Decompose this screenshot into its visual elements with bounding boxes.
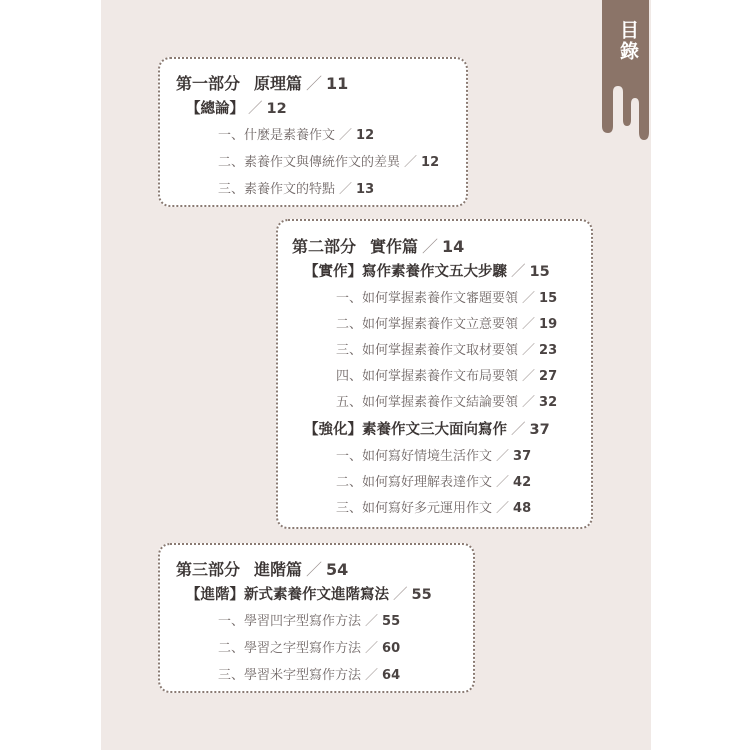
- item-page: 19: [539, 317, 558, 332]
- item-text: 五、如何掌握素養作文結論要領: [336, 395, 519, 410]
- section-title: 新式素養作文進階寫法: [244, 587, 389, 603]
- section-title: 寫作素養作文五大步驟: [362, 264, 507, 280]
- item-page: 55: [382, 614, 401, 629]
- item-text: 三、如何寫好多元運用作文: [336, 501, 493, 516]
- list-item: 四、如何掌握素養作文布局要領 ／ 27: [336, 369, 558, 384]
- section-summary: 【總論】 ／ 12: [186, 101, 287, 117]
- part-1-heading: 第一部分 原理篇 ／ 11: [176, 74, 349, 93]
- item-page: 64: [382, 668, 401, 683]
- item-page: 32: [539, 395, 558, 410]
- part-1-name: 原理篇: [254, 74, 303, 93]
- item-page: 15: [539, 291, 558, 306]
- item-page: 13: [356, 182, 375, 197]
- list-item: 二、如何掌握素養作文立意要領 ／ 19: [336, 317, 558, 332]
- part-2-heading: 第二部分 實作篇 ／ 14: [292, 237, 465, 256]
- item-text: 三、如何掌握素養作文取材要領: [336, 343, 519, 358]
- list-item: 一、什麼是素養作文 ／ 12: [218, 128, 375, 143]
- item-text: 二、素養作文與傳統作文的差異: [218, 155, 401, 170]
- section-practice: 【實作】寫作素養作文五大步驟 ／ 15: [304, 264, 550, 280]
- item-page: 37: [513, 449, 532, 464]
- item-page: 48: [513, 501, 532, 516]
- section-advanced: 【進階】新式素養作文進階寫法 ／ 55: [186, 587, 432, 603]
- item-text: 一、學習凹字型寫作方法: [218, 614, 362, 629]
- list-item: 三、素養作文的特點 ／ 13: [218, 182, 375, 197]
- item-text: 二、學習之字型寫作方法: [218, 641, 362, 656]
- part-3-box: [158, 543, 475, 693]
- item-text: 一、如何寫好情境生活作文: [336, 449, 493, 464]
- part-2-box: [276, 219, 593, 529]
- part-1-page: 11: [326, 74, 349, 93]
- list-item: 一、學習凹字型寫作方法 ／ 55: [218, 614, 401, 629]
- part-3-heading: 第三部分 進階篇 ／ 54: [176, 560, 349, 579]
- section-label: 【總論】: [186, 101, 244, 117]
- part-2-page: 14: [442, 237, 465, 256]
- section-page: 55: [411, 587, 432, 603]
- section-title: 素養作文三大面向寫作: [362, 422, 507, 438]
- part-1-title: 第一部分: [176, 74, 241, 93]
- toc-tab-label: 目錄: [617, 20, 639, 62]
- list-item: 二、如何寫好理解表達作文 ／ 42: [336, 475, 532, 490]
- section-label: 【實作】: [304, 264, 362, 280]
- section-page: 15: [529, 264, 550, 280]
- list-item: 三、如何掌握素養作文取材要領 ／ 23: [336, 343, 558, 358]
- list-item: 二、學習之字型寫作方法 ／ 60: [218, 641, 401, 656]
- item-text: 三、學習米字型寫作方法: [218, 668, 362, 683]
- section-strengthen: 【強化】素養作文三大面向寫作 ／ 37: [304, 422, 550, 438]
- section-label: 【強化】: [304, 422, 362, 438]
- part-2-title: 第二部分: [292, 237, 357, 256]
- item-page: 12: [421, 155, 440, 170]
- item-text: 二、如何掌握素養作文立意要領: [336, 317, 519, 332]
- list-item: 三、如何寫好多元運用作文 ／ 48: [336, 501, 532, 516]
- item-page: 42: [513, 475, 532, 490]
- part-1-box: [158, 57, 468, 207]
- item-page: 60: [382, 641, 401, 656]
- part-3-page: 54: [326, 560, 349, 579]
- item-text: 一、什麼是素養作文: [218, 128, 336, 143]
- part-2-name: 實作篇: [370, 237, 419, 256]
- item-page: 27: [539, 369, 558, 384]
- item-page: 23: [539, 343, 558, 358]
- list-item: 二、素養作文與傳統作文的差異 ／ 12: [218, 155, 440, 170]
- list-item: 一、如何掌握素養作文審題要領 ／ 15: [336, 291, 558, 306]
- item-text: 三、素養作文的特點: [218, 182, 336, 197]
- item-text: 四、如何掌握素養作文布局要領: [336, 369, 519, 384]
- item-text: 二、如何寫好理解表達作文: [336, 475, 493, 490]
- section-label: 【進階】: [186, 587, 244, 603]
- item-page: 12: [356, 128, 375, 143]
- section-page: 12: [266, 101, 287, 117]
- list-item: 五、如何掌握素養作文結論要領 ／ 32: [336, 395, 558, 410]
- list-item: 三、學習米字型寫作方法 ／ 64: [218, 668, 401, 683]
- list-item: 一、如何寫好情境生活作文 ／ 37: [336, 449, 532, 464]
- section-page: 37: [529, 422, 550, 438]
- part-3-name: 進階篇: [254, 560, 303, 579]
- item-text: 一、如何掌握素養作文審題要領: [336, 291, 519, 306]
- part-3-title: 第三部分: [176, 560, 241, 579]
